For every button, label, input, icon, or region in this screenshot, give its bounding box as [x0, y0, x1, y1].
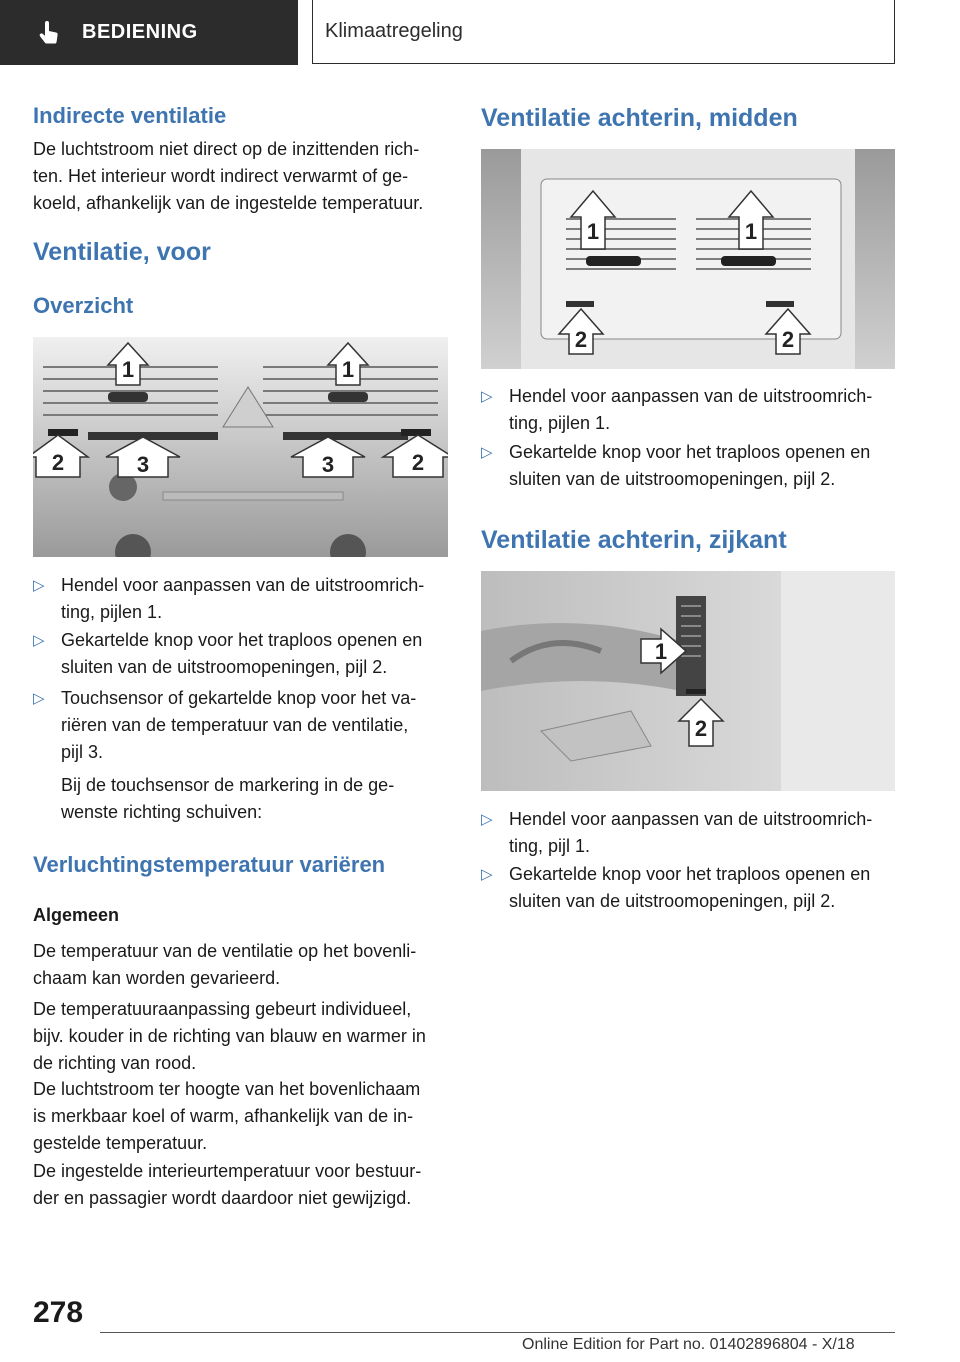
text-line: riëren van de temperatuur van de ventilatie, — [61, 715, 409, 735]
heading-indirect-ventilation: Indirecte ventilatie — [33, 103, 227, 128]
list-item — [33, 685, 453, 825]
heading-vary-temperature: Verluchtingstemperatuur variëren — [33, 852, 386, 877]
bullet-triangle-icon: ▷ — [33, 690, 45, 707]
callout-1: 1 — [654, 639, 668, 664]
text-line: is merkbaar koel of warm, afhankelijk van de in- — [33, 1106, 414, 1126]
text-line: Bij de touchsensor de markering in de ge- — [61, 775, 395, 795]
callout-2-left: 2 — [51, 450, 65, 475]
text-line: sluiten van de uitstroomopeningen, pijl 2. — [61, 657, 388, 677]
callout-2-right: 2 — [781, 327, 795, 352]
text-line: Gekartelde knop voor het traploos openen en — [61, 630, 423, 650]
list-item — [481, 439, 901, 493]
section-tab — [0, 0, 298, 65]
text-line: wenste richting schuiven: — [61, 802, 263, 822]
chapter-label: Klimaatregeling — [325, 20, 463, 42]
text-line: bijv. kouder in de richting van blauw en warmer in — [33, 1026, 426, 1046]
callout-2-left: 2 — [574, 327, 588, 352]
callout-3-left: 3 — [136, 452, 150, 477]
section-title: BEDIENING — [82, 21, 198, 43]
paragraph — [33, 1158, 453, 1212]
rear-middle-vent-illustration — [481, 149, 895, 369]
bullet-triangle-icon: ▷ — [33, 632, 45, 649]
list-item — [33, 627, 453, 681]
footer-divider — [100, 1332, 895, 1333]
bullet-triangle-icon: ▷ — [481, 866, 493, 883]
bullet-triangle-icon: ▷ — [481, 444, 493, 461]
text-line: Gekartelde knop voor het traploos openen en — [509, 442, 871, 462]
text-line: ting, pijl 1. — [509, 836, 591, 856]
bullet-triangle-icon: ▷ — [481, 388, 493, 405]
rear-side-vent-image — [481, 571, 895, 791]
rear-middle-vent-image — [481, 149, 895, 369]
text-line: Touchsensor of gekartelde knop voor het va- — [61, 688, 417, 708]
text-line: Hendel voor aanpassen van de uitstroomrich- — [509, 809, 873, 829]
text-line: Hendel voor aanpassen van de uitstroomrich- — [509, 386, 873, 406]
text-line: De temperatuur van de ventilatie op het bovenli- — [33, 941, 417, 961]
callout-1-right: 1 — [341, 357, 355, 382]
text-line: De temperatuuraanpassing gebeurt individueel, — [33, 999, 412, 1019]
page-number: 278 — [33, 1296, 84, 1329]
callout-2-right: 2 — [411, 450, 425, 475]
text-line: Gekartelde knop voor het traploos openen en — [509, 864, 871, 884]
paragraph — [33, 1076, 453, 1157]
text-line: Hendel voor aanpassen van de uitstroomrich- — [61, 575, 425, 595]
text-line: ting, pijlen 1. — [509, 413, 611, 433]
bullet-triangle-icon: ▷ — [33, 577, 45, 594]
hand-pointer-icon — [36, 20, 62, 46]
list-item — [481, 383, 901, 437]
front-vent-image — [33, 337, 448, 557]
list-item — [33, 572, 453, 626]
callout-2: 2 — [694, 716, 708, 741]
text-line: der en passagier wordt daardoor niet gewijzigd. — [33, 1188, 412, 1208]
text-line: sluiten van de uitstroomopeningen, pijl 2. — [509, 891, 836, 911]
text-line: sluiten van de uitstroomopeningen, pijl 2. — [509, 469, 836, 489]
rear-side-vent-illustration — [481, 571, 895, 791]
text-line: gestelde temperatuur. — [33, 1133, 208, 1153]
callout-3-right: 3 — [321, 452, 335, 477]
text-line: koeld, afhankelijk van de ingestelde temperatuur. — [33, 193, 424, 213]
callout-1-left: 1 — [121, 357, 135, 382]
footer-edition: Online Edition for Part no. 01402896804 - X/18 — [522, 1336, 855, 1353]
text-line: De luchtstroom ter hoogte van het bovenlichaam — [33, 1079, 421, 1099]
callout-1-left: 1 — [586, 219, 600, 244]
list-item — [481, 806, 901, 860]
chapter-title — [312, 0, 895, 64]
front-vent-illustration — [33, 337, 448, 557]
paragraph — [33, 938, 453, 992]
text-line: ting, pijlen 1. — [61, 602, 163, 622]
list-item — [481, 861, 901, 915]
text-line: pijl 3. — [61, 742, 104, 762]
paragraph-indirect — [33, 136, 453, 217]
text-line: De ingestelde interieurtemperatuur voor bestuur- — [33, 1161, 422, 1181]
paragraph — [33, 996, 453, 1077]
text-line: ten. Het interieur wordt indirect verwarmt of ge- — [33, 166, 409, 186]
callout-1-right: 1 — [744, 219, 758, 244]
text-line: De luchtstroom niet direct op de inzittenden rich- — [33, 139, 420, 159]
heading-overview: Overzicht — [33, 293, 134, 318]
bullet-triangle-icon: ▷ — [481, 811, 493, 828]
text-line: de richting van rood. — [33, 1053, 197, 1073]
heading-ventilation-front: Ventilatie, voor — [33, 238, 211, 266]
heading-rear-side: Ventilatie achterin, zijkant — [481, 526, 787, 554]
text-line: chaam kan worden gevarieerd. — [33, 968, 281, 988]
heading-rear-middle: Ventilatie achterin, midden — [481, 104, 798, 132]
subheading-general: Algemeen — [33, 905, 120, 925]
